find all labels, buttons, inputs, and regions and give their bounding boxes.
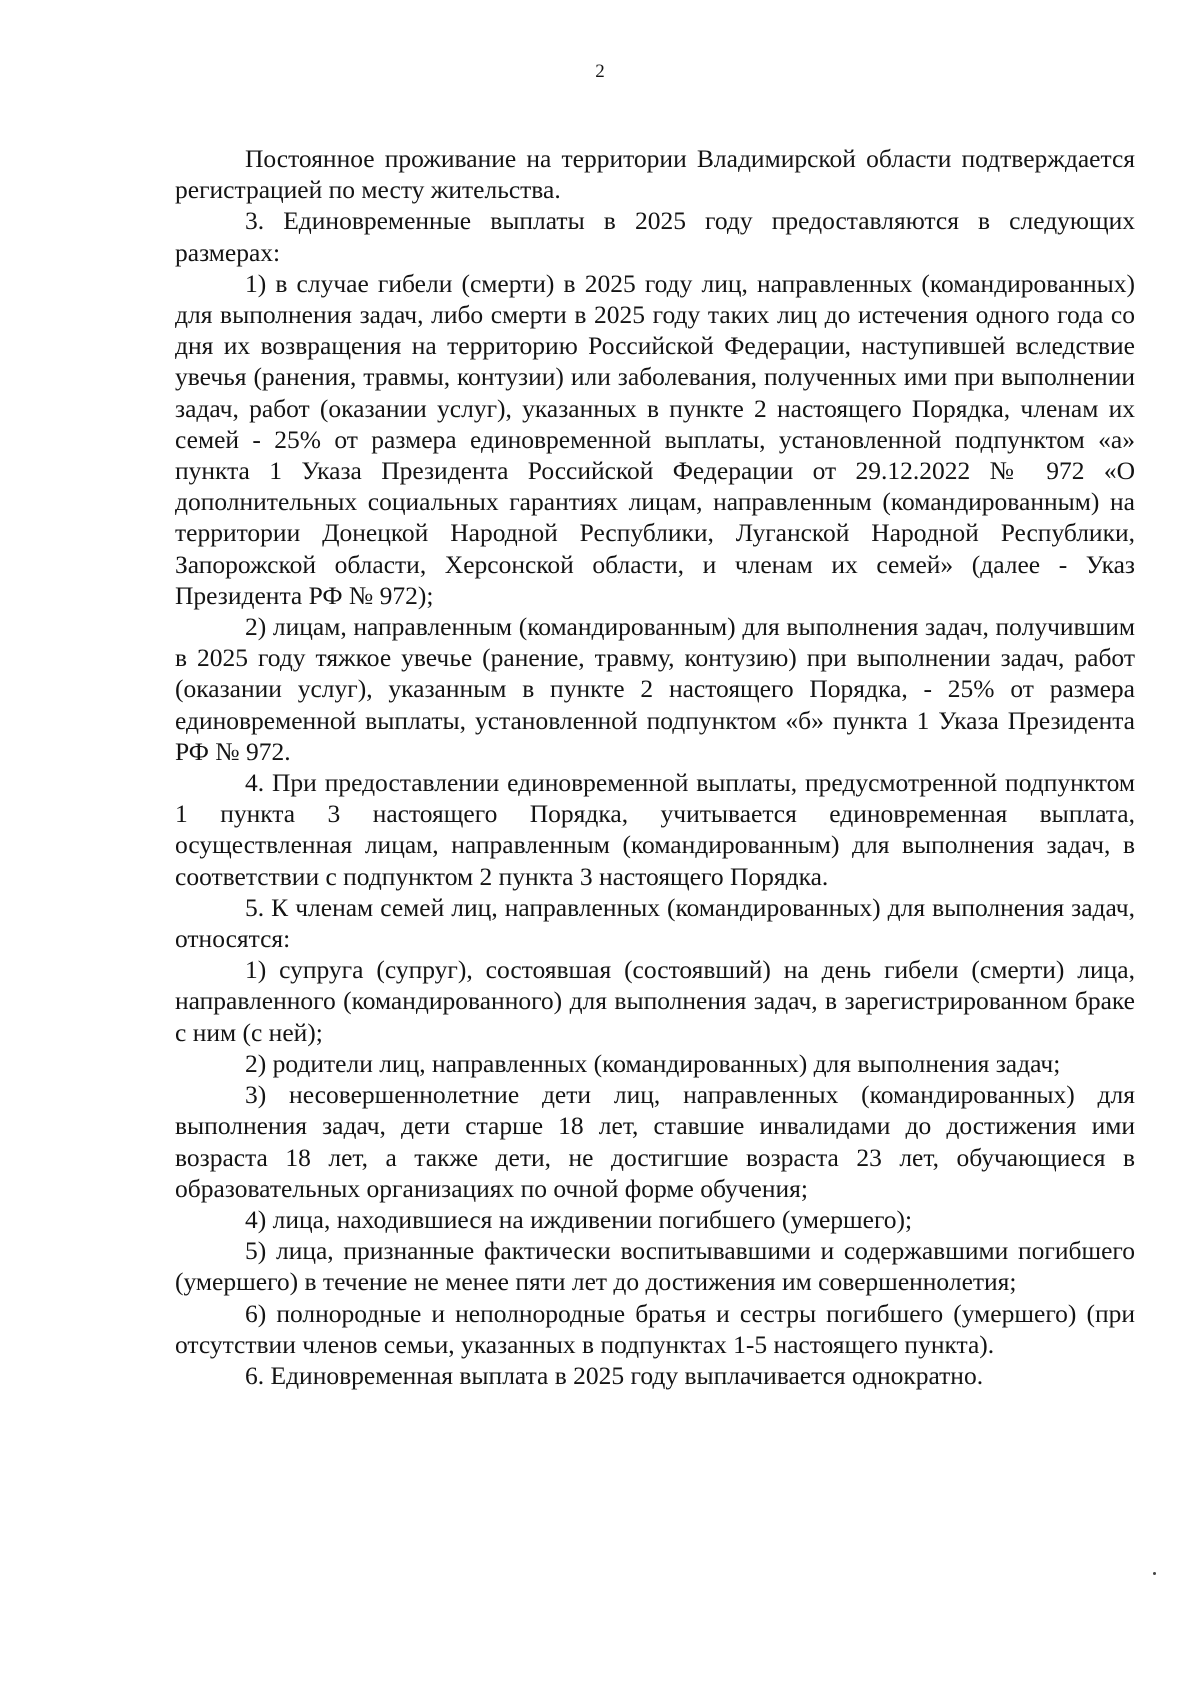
paragraph-3-item-1: 1) в случае гибели (смерти) в 2025 году лиц, направленных (командированных) для выполнения задач, либо смерти в 2025 году таких лиц до истечения одного года со дня их возвращения на территорию Российской Федерации, наступившей вследствие увечья (ранения, травмы, контузии) или заболевания, полученных ими при выполнении задач, работ (оказании услуг), указанных в пункте 2 настоящего Порядка, членам их семей - 25% от размера единовременной выплаты, установленной подпунктом «а» пункта 1 Указа Президента Российской Федерации от 29.12.2022 № 972 «О дополнительных социальных гарантиях лицам, направленным (командированным) на территории Донецкой Народной Республики, Луганской Народной Республики, Запорожской области, Херсонской области, и членам их семей» (далее - Указ Президента РФ № 972); (175, 268, 1135, 610)
paragraph-5-item-4: 4) лица, находившиеся на иждивении погибшего (умершего); (245, 1204, 913, 1234)
paragraph-3-item-2: 2) лицам, направленным (командированным) для выполнения задач, получившим в 2025 году тяжкое увечье (ранение, травму, контузию) при выполнении задач, работ (оказании услуг), указанным в пункте 2 настоящего Порядка, - 25% от размера единовременной выплаты, установленной подпунктом «б» пункта 1 Указа Президента РФ № 972. (175, 612, 1135, 766)
paragraph-5-item-6: 6) полнородные и неполнородные братья и сестры погибшего (умершего) (при отсутствии членов семьи, указанных в подпунктах 1-5 настоящего пункта). (175, 1298, 1135, 1359)
paragraph-5-item-2: 2) родители лиц, направленных (командированных) для выполнения задач; (245, 1048, 1061, 1078)
paragraph-5-item-5: 5) лица, признанные фактически воспитывавшими и содержавшими погибшего (умершего) в течение не менее пяти лет до достижения им совершеннолетия; (175, 1236, 1135, 1297)
scan-speck (1153, 1572, 1156, 1575)
paragraph-3: 3. Единовременные выплаты в 2025 году предоставляются в следующих размерах: (175, 206, 1135, 267)
page-number: 2 (595, 61, 605, 82)
paragraph-6: 6. Единовременная выплата в 2025 году выплачивается однократно. (245, 1360, 984, 1390)
paragraph-5-item-1: 1) супруга (супруг), состоявшая (состоявший) на день гибели (смерти) лица, направленного (командированного) для выполнения задач, в зарегистрированном браке с ним (с ней); (175, 955, 1135, 1047)
document-body (175, 143, 1135, 1391)
paragraph-4: 4. При предоставлении единовременной выплаты, предусмотренной подпунктом 1 пункта 3 настоящего Порядка, учитывается единовременная выплата, осуществленная лицам, направленным (командированным) для выполнения задач, в соответствии с подпунктом 2 пункта 3 настоящего Порядка. (175, 768, 1135, 891)
paragraph-residence: Постоянное проживание на территории Владимирской области подтверждается регистрацией по месту жительства. (175, 144, 1135, 205)
paragraph-5: 5. К членам семей лиц, направленных (командированных) для выполнения задач, относятся: (175, 892, 1135, 954)
paragraph-5-item-3: 3) несовершеннолетние дети лиц, направленных (командированных) для выполнения задач, дети старше 18 лет, ставшие инвалидами до достижения ими возраста 18 лет, а также дети, не достигшие возраста 23 лет, обучающиеся в образовательных организациях по очной форме обучения; (175, 1080, 1135, 1203)
